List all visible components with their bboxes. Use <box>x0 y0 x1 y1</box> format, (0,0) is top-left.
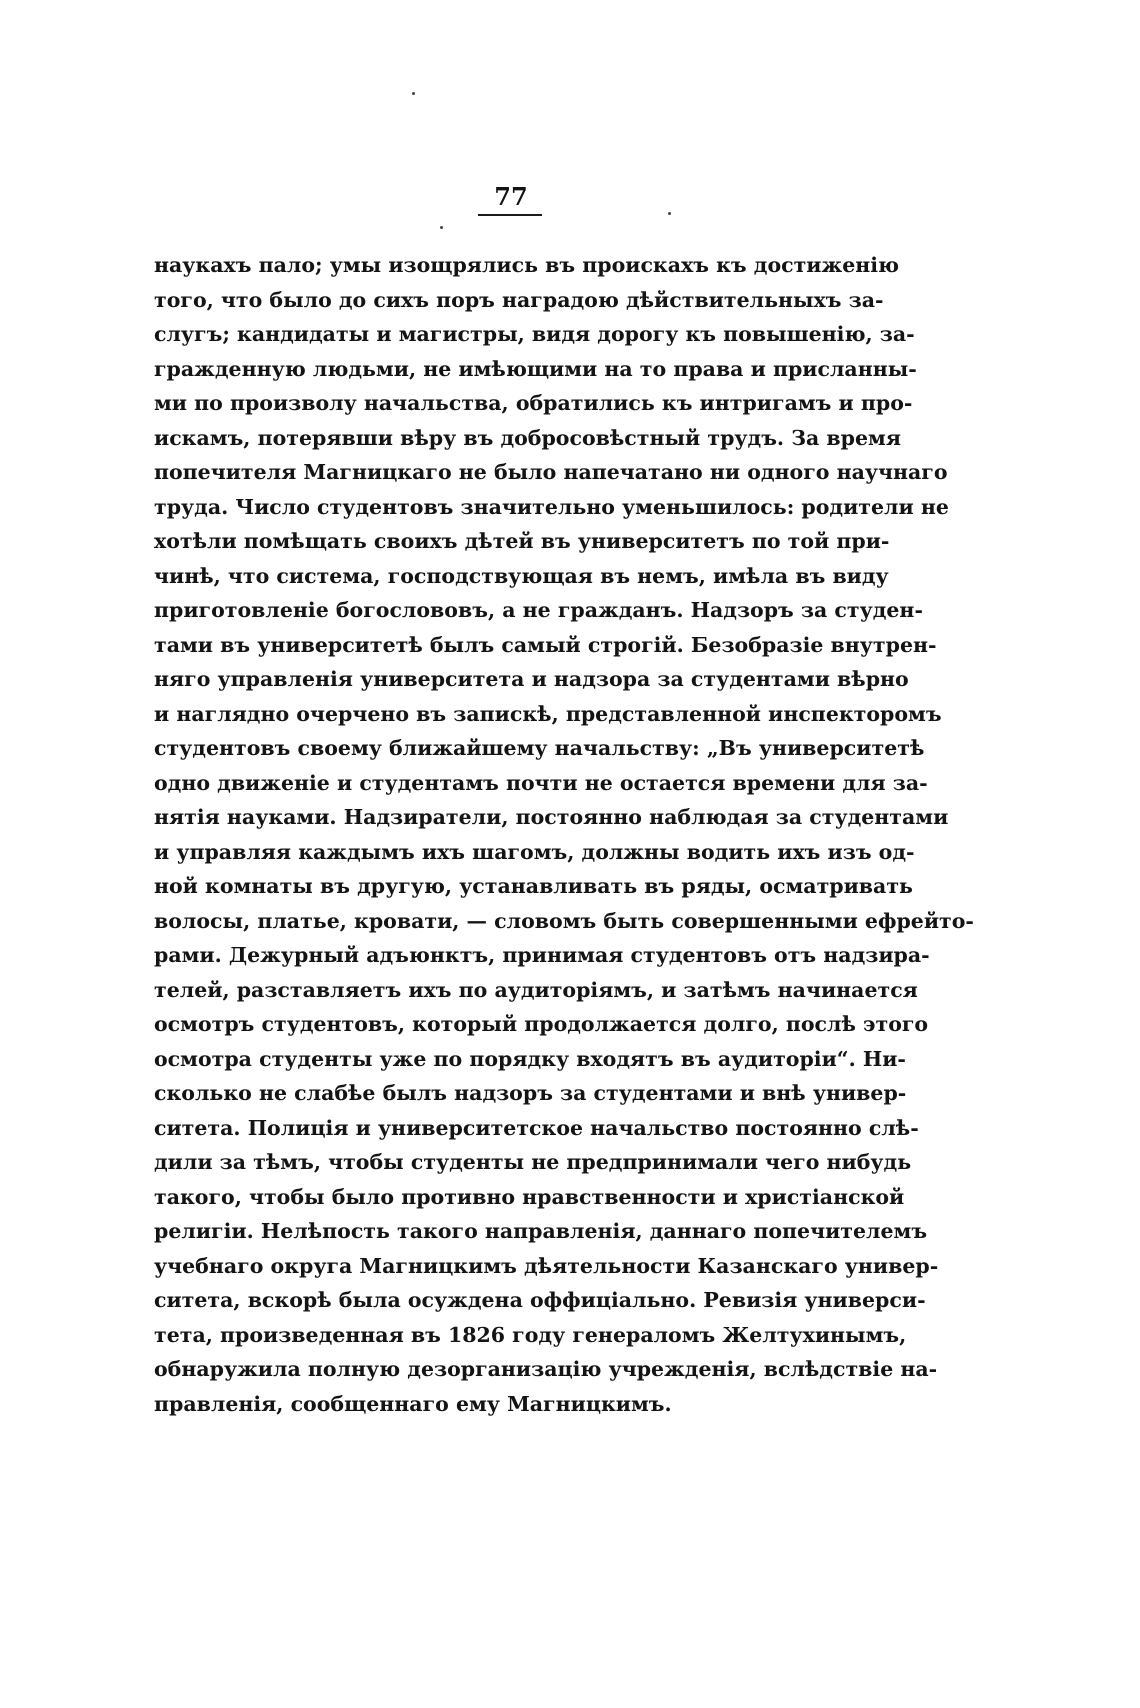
text-line: нятія науками. Надзиратели, постоянно наблюдая за студентами <box>154 805 949 829</box>
text-line: няго управленія университета и надзора за студентами вѣрно <box>154 667 909 691</box>
scan-speck <box>668 212 671 215</box>
text-line: наукахъ пало; умы изощрялись въ проискахъ къ достиженію <box>154 253 900 277</box>
text-line: слугъ; кандидаты и магистры, видя дорогу къ повышенію, за- <box>154 322 915 346</box>
body-text <box>154 248 974 1421</box>
text-line: тета, произведенная въ 1826 году генераломъ Желтухинымъ, <box>154 1322 907 1347</box>
text-line: учебнаго округа Магницкимъ дѣятельности Казанскаго универ- <box>154 1253 939 1278</box>
text-line: ситета, вскорѣ была осуждена оффиціально. Ревизія универси- <box>154 1288 926 1312</box>
text-line: труда. Число студентовъ значительно уменьшилось: родители не <box>154 494 949 519</box>
text-line: осмотра студенты уже по порядку входятъ въ аудиторіи“. Ни- <box>154 1046 906 1071</box>
text-line: волосы, платье, кровати, — словомъ быть совершенными ефрейто- <box>154 908 974 933</box>
text-line: ми по произволу начальства, обратились къ интригамъ и про- <box>154 391 913 415</box>
text-line: телей, разставляетъ ихъ по аудиторіямъ, и затѣмъ начинается <box>154 977 918 1002</box>
text-line: сколько не слабѣе былъ надзоръ за студентами и внѣ универ- <box>154 1081 907 1105</box>
text-line: гражденную людьми, не имѣющими на то права и присланны- <box>154 356 917 381</box>
page-number: 77 <box>494 182 528 211</box>
text-line: и наглядно очерчено въ запискѣ, представленной инспекторомъ <box>154 701 942 726</box>
text-line: рами. Дежурный адъюнктъ, принимая студентовъ отъ надзира- <box>154 943 930 967</box>
text-line: искамъ, потерявши вѣру въ добросовѣстный трудъ. За время <box>154 425 901 450</box>
text-line: чинѣ, что система, господствующая въ немъ, имѣла въ виду <box>154 563 889 588</box>
scan-speck <box>440 226 443 229</box>
text-line: тами въ университетѣ былъ самый строгій. Безобразіе внутрен- <box>154 632 937 657</box>
text-line: дили за тѣмъ, чтобы студенты не предпринимали чего нибудь <box>154 1150 912 1174</box>
text-line: религіи. Нелѣпость такого направленія, даннаго попечителемъ <box>154 1219 928 1243</box>
text-line: ситета. Полиція и университетское начальство постоянно слѣ- <box>154 1115 919 1140</box>
text-line: такого, чтобы было противно нравственности и христіанской <box>154 1184 905 1209</box>
text-line: того, что было до сихъ поръ наградою дѣйствительныхъ за- <box>154 287 884 312</box>
text-line: студентовъ своему ближайшему начальству: „Въ университетѣ <box>154 736 925 760</box>
text-line: правленія, сообщеннаго ему Магницкимъ. <box>154 1391 672 1416</box>
text-line: и управляя каждымъ ихъ шагомъ, должны водить ихъ изъ од- <box>154 839 915 864</box>
text-line: одно движеніе и студентамъ почти не остается времени для за- <box>154 770 928 795</box>
page-number-rule <box>478 214 542 216</box>
text-line: хотѣли помѣщать своихъ дѣтей въ университетъ по той при- <box>154 529 890 553</box>
text-line: приготовленіе богослововъ, а не гражданъ. Надзоръ за студен- <box>154 598 923 622</box>
text-line: попечителя Магницкаго не было напечатано ни одного научнаго <box>154 460 948 484</box>
text-line: осмотръ студентовъ, который продолжается долго, послѣ этого <box>154 1012 929 1036</box>
text-line: ной комнаты въ другую, устанавливать въ ряды, осматривать <box>154 874 913 898</box>
text-line: обнаружила полную дезорганизацію учрежденія, вслѣдствіе на- <box>154 1357 938 1381</box>
scan-speck <box>412 92 415 95</box>
